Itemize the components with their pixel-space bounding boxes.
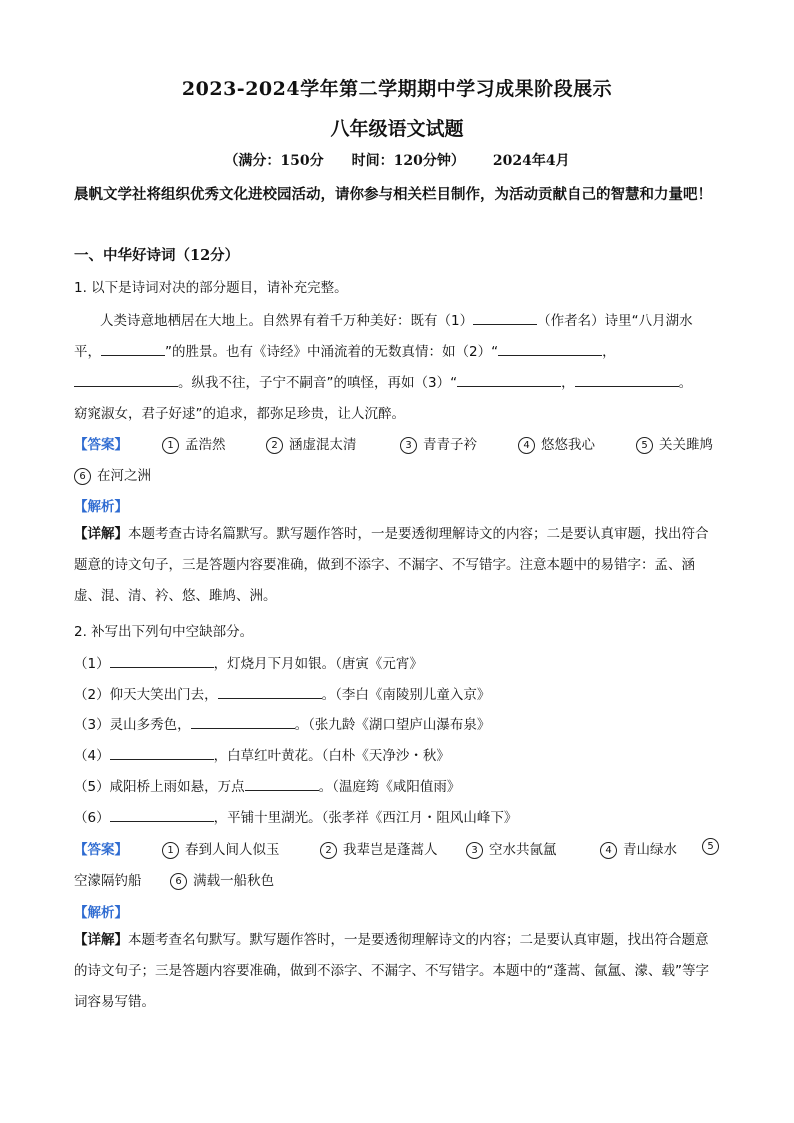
circled-number: 5: [636, 437, 653, 454]
q1-line4: 窈窕淑女，君子好逑”的追求，都弥足珍贵，让人沉醉。: [74, 406, 405, 422]
answer-text: 涵虚混太清: [289, 437, 357, 453]
answer-blank[interactable]: [110, 655, 214, 668]
answer-item: [600, 838, 677, 859]
answer-blank[interactable]: [245, 778, 319, 791]
answer-text: 孟浩然: [185, 437, 226, 453]
q1-text: ，: [561, 375, 575, 391]
answer-text: 青青子衿: [423, 437, 477, 453]
answer-blank[interactable]: [191, 716, 295, 729]
q2-item: [74, 713, 724, 733]
q1-text: （作者名）诗里“八月湖水: [537, 313, 693, 329]
detail-label: 【详解】: [74, 526, 128, 542]
answer-blank[interactable]: [110, 809, 214, 822]
answer-item: [400, 433, 477, 454]
q2-item: [74, 683, 724, 703]
q1-text: 。: [678, 375, 693, 391]
answer-blank[interactable]: [110, 747, 214, 760]
q2-answer-row2: [74, 869, 274, 890]
q2-item: [74, 775, 724, 795]
q2-item-text: ，灯烧月下月如银。（唐寅《元宵》: [213, 656, 423, 672]
answer-item: [518, 433, 595, 454]
answer-blank[interactable]: [457, 374, 561, 387]
answer-blank[interactable]: [74, 374, 178, 387]
circled-number: 5: [702, 838, 719, 855]
q2-prompt: 2. 补写出下列句中空缺部分。: [74, 624, 254, 640]
answer-text: 空濛隔钓船: [74, 873, 142, 889]
q1-line2: [74, 340, 724, 360]
q2-item-text: ，白草红叶黄花。（白朴《天净沙・秋》: [213, 748, 450, 764]
intro-text: 晨帆文学社将组织优秀文化进校园活动，请你参与相关栏目制作，为活动贡献自己的智慧和力量吧！: [74, 186, 712, 203]
answer-item: [636, 433, 713, 454]
q2-item-text: 。（温庭筠《咸阳值雨》: [318, 779, 461, 795]
page-title: 2023-2024学年第二学期期中学习成果阶段展示: [181, 78, 613, 100]
q2-item-pre: （2）仰天大笑出门去，: [74, 687, 218, 703]
q1-text: 人类诗意地栖居在大地上。自然界有着千万种美好：既有（1）: [100, 313, 474, 329]
circled-number: 1: [162, 842, 179, 859]
q2-item: [74, 652, 724, 672]
q1-text: 平，: [74, 344, 101, 360]
q1-line3: [74, 371, 724, 391]
answer-item: [320, 838, 438, 859]
exam-meta: [0, 150, 794, 170]
answer-text: 我辈岂是蓬蒿人: [343, 842, 438, 858]
circled-number: 6: [170, 873, 187, 890]
page-subtitle: 八年级语文试题: [330, 118, 464, 140]
meta-time: 时间：120分钟）: [351, 153, 465, 169]
circled-number: 6: [74, 468, 91, 485]
answer-text: 春到人间人似玉: [185, 842, 280, 858]
q1-text: ，: [602, 344, 616, 360]
circled-number: 2: [266, 437, 283, 454]
detail-text: 本题考查古诗名篇默写。默写题作答时，一是要透彻理解诗文的内容；二是要认真审题，找出符合题意的诗文句子，三是答题内容要准确，做到不添字、不漏字、不写错字。注意本题中的易错字：孟、涵虚、混、清、衿、悠、雎鸠、洲。: [74, 526, 709, 604]
q1-answer-row2: [74, 464, 151, 485]
q2-item: [74, 744, 724, 764]
q1-detail: [74, 519, 720, 612]
detail-text: 本题考查名句默写。默写题作答时，一是要透彻理解诗文的内容；二是要认真审题，找出符合题意的诗文句子；三是答题内容要准确，做到不添字、不漏字、不写错字。本题中的“蓬蒿、氤氲、濛、载”等字词容易写错。: [74, 932, 709, 1010]
answer-text: 空水共氤氲: [489, 842, 557, 858]
q2-item: [74, 806, 724, 826]
q1-text: 。纵我不往，子宁不嗣音”的嗔怪，再如（3）“: [178, 375, 458, 391]
analysis-label: 【解析】: [74, 905, 128, 921]
answer-text: 悠悠我心: [541, 437, 595, 453]
answer-blank[interactable]: [498, 343, 602, 356]
meta-date: 2024年4月: [492, 153, 570, 169]
answer-item: [466, 838, 557, 859]
circled-number: 4: [518, 437, 535, 454]
q2-item-text: 。（李白《南陵别儿童入京》: [321, 687, 491, 703]
answer-blank[interactable]: [101, 343, 165, 356]
q1-text: ”的胜景。也有《诗经》中涌流着的无数真情：如（2）“: [165, 344, 499, 360]
circled-number: 4: [600, 842, 617, 859]
q2-item-pre: （5）咸阳桥上雨如悬，万点: [74, 779, 245, 795]
detail-label: 【详解】: [74, 932, 128, 948]
answer-blank[interactable]: [218, 686, 322, 699]
circled-number: 2: [320, 842, 337, 859]
answer-blank[interactable]: [473, 312, 537, 325]
answer-item: [702, 838, 725, 855]
answer-item: [266, 433, 357, 454]
answer-text: 关关雎鸠: [659, 437, 713, 453]
circled-number: 1: [162, 437, 179, 454]
answer-label: 【答案】: [74, 842, 128, 858]
q2-item-text: 。（张九龄《湖口望庐山瀑布泉》: [294, 717, 491, 733]
meta-score: （满分：150分: [224, 153, 324, 169]
answer-text: 青山绿水: [623, 842, 677, 858]
q1-prompt: 1. 以下是诗词对决的部分题目，请补充完整。: [74, 280, 348, 296]
q2-item-pre: （6）: [74, 810, 110, 826]
answer-item: [162, 838, 280, 859]
circled-number: 3: [400, 437, 417, 454]
q2-detail: [74, 925, 720, 1018]
q2-item-pre: （3）灵山多秀色，: [74, 717, 191, 733]
answer-label: 【答案】: [74, 437, 128, 453]
answer-blank[interactable]: [575, 374, 679, 387]
section-heading: 一、中华好诗词（12分）: [74, 247, 240, 264]
q2-item-text: ，平铺十里湖光。（张孝祥《西江月・阻风山峰下》: [213, 810, 518, 826]
answer-text: 满载一船秋色: [193, 873, 275, 889]
answer-text: 在河之洲: [97, 468, 151, 484]
circled-number: 3: [466, 842, 483, 859]
answer-item: [162, 433, 226, 454]
q1-line1: [100, 309, 720, 329]
q2-item-pre: （4）: [74, 748, 110, 764]
analysis-label: 【解析】: [74, 499, 128, 515]
q2-item-pre: （1）: [74, 656, 110, 672]
